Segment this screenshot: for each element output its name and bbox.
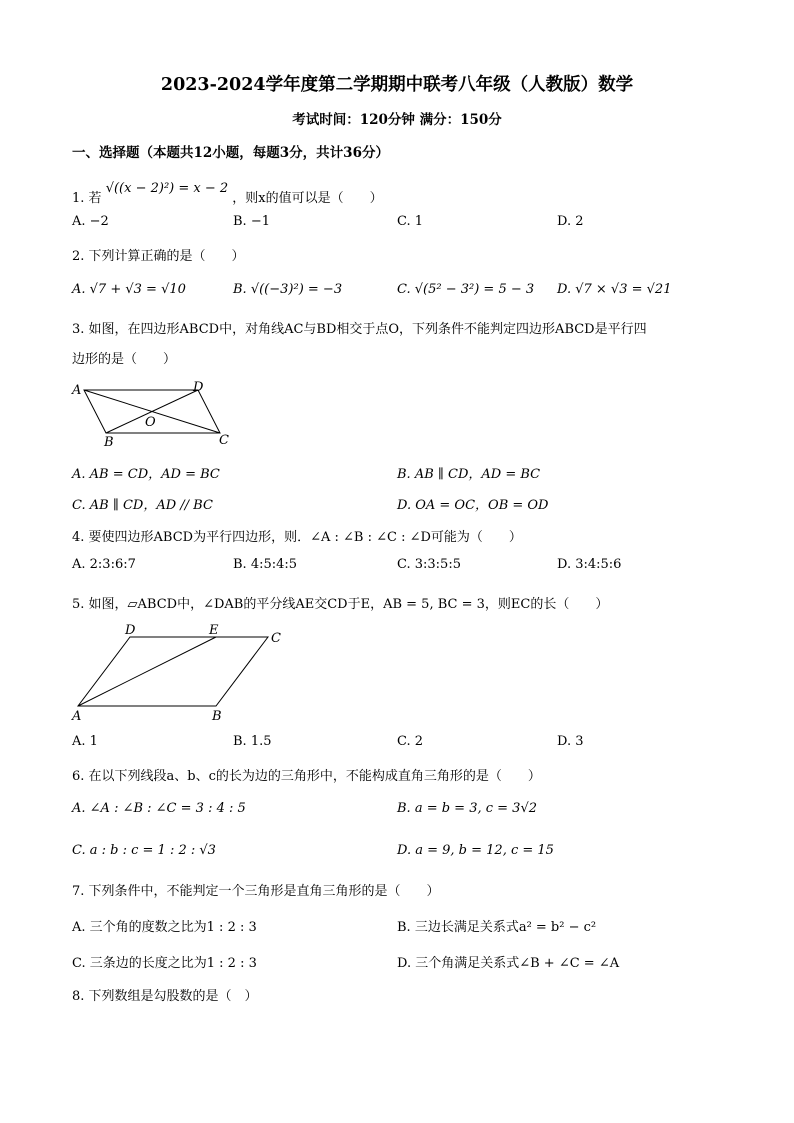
q1-stem-suffix: ，则x的值可以是（ ） <box>232 191 383 206</box>
q1-stem-prefix: 1. 若 <box>72 191 102 206</box>
q2-option-b: B. √((−3)²) = −3 <box>233 282 343 297</box>
q6-option-c: C. a : b : c = 1 : 2 : √3 <box>72 843 216 858</box>
q7-option-a: A. 三个角的度数之比为1 : 2 : 3 <box>72 920 257 935</box>
q5-parallelogram-figure <box>68 620 293 726</box>
q1-option-c: C. 1 <box>397 214 424 229</box>
q5-option-a: A. 1 <box>72 734 98 749</box>
q3-parallelogram-figure <box>68 376 238 452</box>
question-7-stem: 7. 下列条件中，不能判定一个三角形是直角三角形的是（ ） <box>72 884 440 899</box>
question-3-stem-line1: 3. 如图，在四边形ABCD中，对角线AC与BD相交于点O，下列条件不能判定四边形ABCD是平行四 <box>72 322 647 337</box>
q5-option-d: D. 3 <box>557 734 584 749</box>
q7-option-d: D. 三个角满足关系式∠B + ∠C = ∠A <box>397 956 620 971</box>
q7-option-c: C. 三条边的长度之比为1 : 2 : 3 <box>72 956 257 971</box>
q5-label-e: E <box>209 623 219 638</box>
q4-option-a: A. 2:3:6:7 <box>72 557 136 572</box>
q3-label-a: A <box>72 383 82 398</box>
q5-label-b: B <box>212 709 222 724</box>
q4-option-c: C. 3:3:5:5 <box>397 557 461 572</box>
q5-label-d: D <box>125 623 136 638</box>
q5-option-b: B. 1.5 <box>233 734 272 749</box>
q7-option-b: B. 三边长满足关系式a² = b² − c² <box>397 920 597 935</box>
question-3-stem-line2: 边形的是（ ） <box>72 352 177 367</box>
question-8-stem: 8. 下列数组是勾股数的是（ ） <box>72 989 258 1004</box>
q1-option-a: A. −2 <box>72 214 109 229</box>
q6-option-a: A. ∠A : ∠B : ∠C = 3 : 4 : 5 <box>72 801 246 816</box>
q3-label-d: D <box>193 380 204 395</box>
q2-option-d: D. √7 × √3 = √21 <box>557 282 672 297</box>
q3-option-b: B. AB ∥ CD，AD = BC <box>397 467 541 482</box>
q2-option-a: A. √7 + √3 = √10 <box>72 282 186 297</box>
q3-option-d: D. OA = OC，OB = OD <box>397 498 549 513</box>
q2-option-c: C. √(5² − 3²) = 5 − 3 <box>397 282 535 297</box>
q5-bisector-ae <box>78 637 216 706</box>
question-6-stem: 6. 在以下列线段a、b、c的长为边的三角形中，不能构成直角三角形的是（ ） <box>72 769 541 784</box>
exam-info: 考试时间：120分钟 满分：150分 <box>292 112 502 128</box>
q1-option-b: B. −1 <box>233 214 270 229</box>
q5-option-c: C. 2 <box>397 734 424 749</box>
section-heading: 一、选择题（本题共12小题，每题3分，共计36分） <box>72 145 389 161</box>
question-4-stem: 4. 要使四边形ABCD为平行四边形，则．∠A : ∠B : ∠C : ∠D可能为（ ） <box>72 530 522 545</box>
question-5-stem: 5. 如图，▱ABCD中，∠DAB的平分线AE交CD于E，AB = 5, BC = 3，则EC的长（ ） <box>72 597 609 612</box>
q4-option-d: D. 3:4:5:6 <box>557 557 622 572</box>
q3-option-c: C. AB ∥ CD，AD // BC <box>72 498 213 513</box>
page-title: 2023-2024学年度第二学期期中联考八年级（人教版）数学 <box>160 75 634 95</box>
q5-parallelogram <box>78 637 268 706</box>
q3-option-a: A. AB = CD，AD = BC <box>72 467 220 482</box>
q3-label-c: C <box>219 433 229 448</box>
q5-label-a: A <box>72 709 82 724</box>
question-2-stem: 2. 下列计算正确的是（ ） <box>72 249 245 264</box>
q5-label-c: C <box>271 631 281 646</box>
question-1-stem <box>72 181 383 206</box>
q6-option-d: D. a = 9, b = 12, c = 15 <box>397 843 554 858</box>
q6-option-b: B. a = b = 3, c = 3√2 <box>397 801 538 816</box>
q1-option-d: D. 2 <box>557 214 584 229</box>
q4-option-b: B. 4:5:4:5 <box>233 557 298 572</box>
q1-formula: √((x − 2)²) = x − 2 <box>105 181 229 196</box>
q3-label-o: O <box>145 415 156 430</box>
q3-label-b: B <box>104 435 114 450</box>
